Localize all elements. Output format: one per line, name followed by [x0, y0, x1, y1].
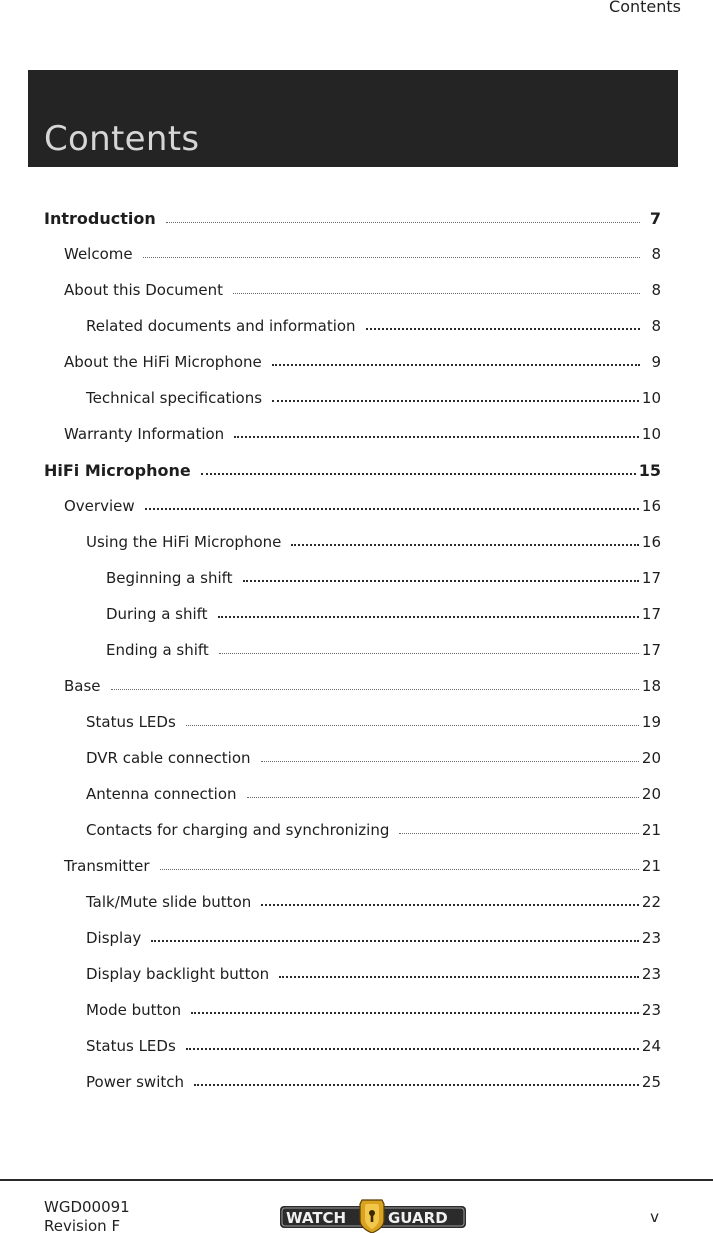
dot-leader [186, 725, 639, 726]
toc-entry[interactable] [0, 812, 713, 848]
toc-entry[interactable] [0, 236, 713, 272]
toc-entry-page[interactable]: 19 [641, 713, 661, 731]
watchguard-logo [278, 1198, 468, 1233]
toc-entry[interactable] [0, 596, 713, 632]
logo-text-left: WATCH [286, 1209, 347, 1227]
toc-entry-page[interactable]: 20 [641, 749, 661, 767]
dot-leader [145, 508, 639, 510]
toc-entry-label[interactable]: HiFi Microphone [44, 461, 191, 480]
dot-leader [191, 1012, 639, 1014]
dot-leader [111, 689, 639, 690]
toc-entry-page[interactable]: 8 [651, 281, 661, 299]
page-number: v [650, 1208, 659, 1226]
toc-entry-label[interactable]: Status LEDs [86, 1037, 176, 1055]
toc-entry-page[interactable]: 17 [641, 641, 661, 659]
toc-entry[interactable] [0, 956, 713, 992]
dot-leader [234, 436, 639, 438]
toc-entry-page[interactable]: 23 [641, 965, 661, 983]
toc-entry-page[interactable]: 17 [641, 569, 661, 587]
toc-entry-label[interactable]: Mode button [86, 1001, 182, 1019]
toc-entry-label[interactable]: Contacts for charging and synchronizing [86, 821, 390, 839]
toc-entry[interactable] [0, 776, 713, 812]
dot-leader [218, 616, 639, 618]
toc-entry[interactable] [0, 452, 713, 488]
toc-entry-label[interactable]: Power switch [86, 1073, 185, 1091]
dot-leader [166, 222, 640, 223]
dot-leader [219, 653, 639, 654]
toc-entry-label[interactable]: Beginning a shift [106, 569, 233, 587]
toc-entry-label[interactable]: Technical specifications [86, 389, 263, 407]
toc-entry-page[interactable]: 17 [641, 605, 661, 623]
toc-entry[interactable] [0, 920, 713, 956]
toc-entry-label[interactable]: Related documents and information [86, 317, 356, 335]
toc-entry-page[interactable]: 16 [641, 533, 661, 551]
toc-entry-page[interactable]: 20 [641, 785, 661, 803]
dot-leader [201, 473, 636, 475]
toc-entry-page[interactable]: 21 [641, 857, 661, 875]
toc-entry-page[interactable]: 24 [641, 1037, 661, 1055]
toc-entry-label[interactable]: During a shift [106, 605, 208, 623]
toc-entry-page[interactable]: 7 [649, 209, 661, 228]
toc-entry-label[interactable]: Ending a shift [106, 641, 209, 659]
toc-entry-page[interactable]: 9 [651, 353, 661, 371]
toc-entry-page[interactable]: 15 [638, 461, 661, 480]
document-number: WGD00091 [44, 1198, 130, 1216]
dot-leader [261, 761, 639, 762]
toc-entry-page[interactable]: 23 [641, 1001, 661, 1019]
toc-entry[interactable] [0, 272, 713, 308]
toc-entry[interactable] [0, 524, 713, 560]
dot-leader [272, 364, 640, 366]
toc-entry-label[interactable]: About the HiFi Microphone [64, 353, 262, 371]
toc-entry-page[interactable]: 10 [641, 425, 661, 443]
toc-entry[interactable] [0, 848, 713, 884]
toc-entry[interactable] [0, 1064, 713, 1100]
footer-divider [0, 1179, 713, 1181]
toc-entry[interactable] [0, 1028, 713, 1064]
toc-entry[interactable] [0, 308, 713, 344]
dot-leader [151, 940, 639, 942]
toc-entry-page[interactable]: 25 [641, 1073, 661, 1091]
toc-entry-label[interactable]: Status LEDs [86, 713, 176, 731]
toc-entry-page[interactable]: 8 [651, 317, 661, 335]
document-revision: Revision F [44, 1217, 121, 1233]
toc-entry-label[interactable]: Display [86, 929, 142, 947]
toc-entry[interactable] [0, 488, 713, 524]
toc-entry-label[interactable]: Display backlight button [86, 965, 270, 983]
dot-leader [366, 328, 640, 330]
toc-entry[interactable] [0, 380, 713, 416]
document-id [44, 1198, 130, 1233]
dot-leader [272, 400, 639, 402]
dot-leader [279, 976, 639, 978]
running-header-title: Contents [609, 0, 681, 16]
dot-leader [291, 544, 639, 546]
toc-entry[interactable] [0, 416, 713, 452]
toc-entry-page[interactable]: 18 [641, 677, 661, 695]
toc-entry[interactable] [0, 704, 713, 740]
dot-leader [243, 580, 639, 582]
toc-entry[interactable] [0, 632, 713, 668]
dot-leader [261, 904, 639, 906]
toc-entry[interactable] [0, 740, 713, 776]
toc-entry-label[interactable]: Overview [64, 497, 135, 515]
toc-entry-label[interactable]: Welcome [64, 245, 133, 263]
toc-entry[interactable] [0, 344, 713, 380]
toc-entry-label[interactable]: Transmitter [64, 857, 150, 875]
dot-leader [186, 1048, 639, 1050]
toc-entry-label[interactable]: Antenna connection [86, 785, 237, 803]
toc-entry-page[interactable]: 16 [641, 497, 661, 515]
keyhole-slot [371, 1214, 374, 1222]
toc-entry-page[interactable]: 23 [641, 929, 661, 947]
toc-entry-label[interactable]: About this Document [64, 281, 223, 299]
dot-leader [194, 1084, 639, 1086]
toc-entry-label[interactable]: Using the HiFi Microphone [86, 533, 282, 551]
toc-entry[interactable] [0, 992, 713, 1028]
toc-entry-page[interactable]: 10 [641, 389, 661, 407]
toc-entry-label[interactable]: Talk/Mute slide button [86, 893, 252, 911]
dot-leader [160, 869, 639, 870]
toc-entry-label[interactable]: Base [64, 677, 101, 695]
dot-leader [233, 293, 640, 294]
page-title: Contents [44, 119, 200, 159]
toc-entry[interactable] [0, 668, 713, 704]
dot-leader [143, 257, 640, 258]
toc-entry-label[interactable]: Warranty Information [64, 425, 225, 443]
dot-leader [399, 833, 639, 834]
toc-entry[interactable] [0, 200, 713, 236]
toc-entry-page[interactable]: 21 [641, 821, 661, 839]
toc-entry[interactable] [0, 560, 713, 596]
logo-text-right: GUARD [388, 1209, 448, 1227]
toc-entry-page[interactable]: 22 [641, 893, 661, 911]
contents-banner [28, 70, 678, 167]
toc-entry[interactable] [0, 884, 713, 920]
toc-entry-label[interactable]: DVR cable connection [86, 749, 251, 767]
dot-leader [247, 797, 639, 798]
toc-entry-page[interactable]: 8 [651, 245, 661, 263]
toc-entry-label[interactable]: Introduction [44, 209, 156, 228]
